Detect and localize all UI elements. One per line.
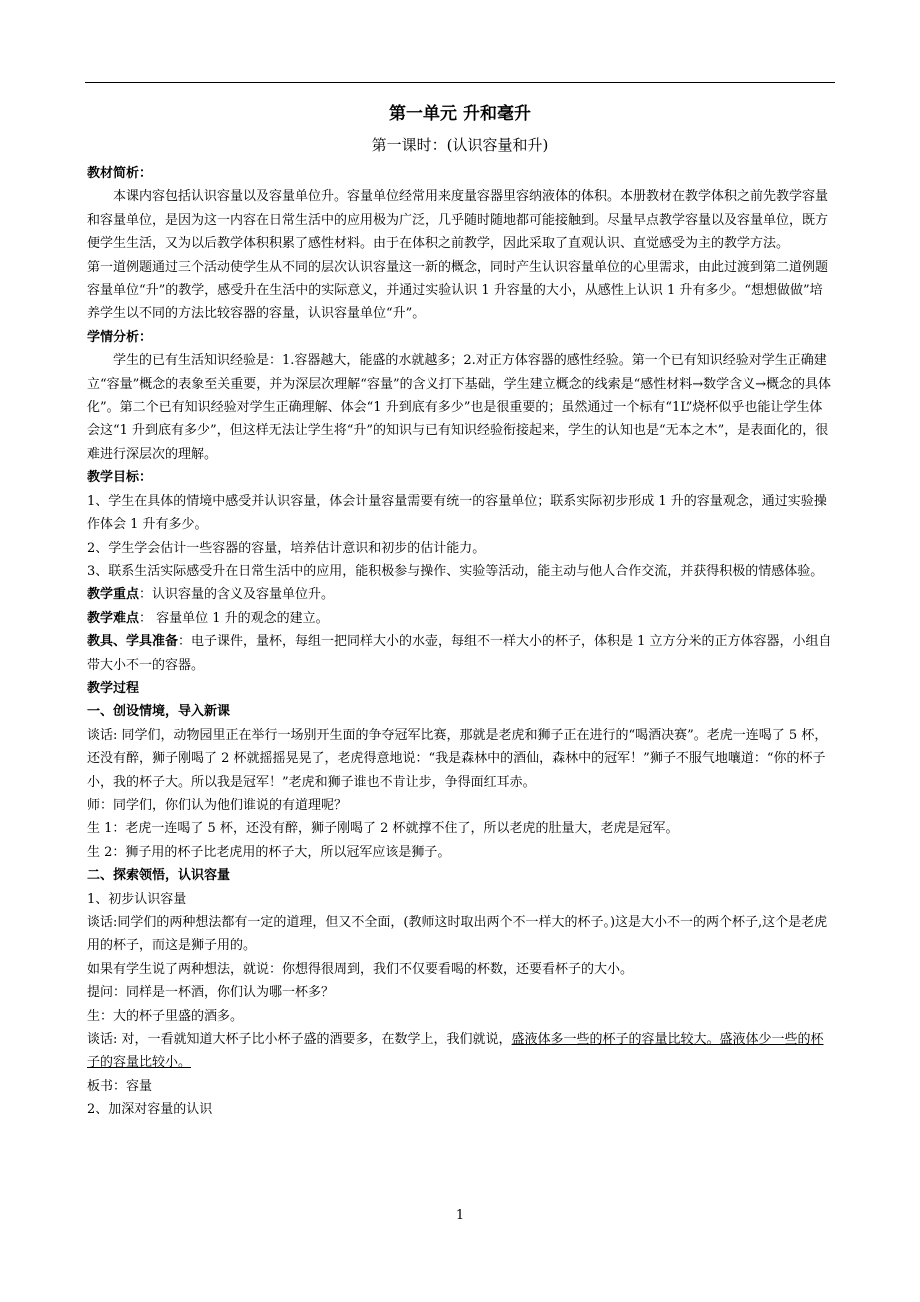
key-point-text: ：认识容量的含义及容量单位升。 xyxy=(139,587,335,603)
part-2-paragraph-6: 板书：容量 xyxy=(87,1078,153,1094)
part-2-subheading-2: 2、加深对容量的认识 xyxy=(87,1102,213,1118)
part-2-paragraph-3: 提问：同样是一杯酒，你们认为哪一杯多？ xyxy=(87,985,335,1001)
part-2-paragraph-2: 如果有学生说了两种想法，就说：你想得很周到，我们不仅要看喝的杯数，还要看杯子的大小。 xyxy=(87,961,634,977)
lesson-subtitle: 第一课时：(认识容量和升) xyxy=(371,136,549,154)
page-title: 第一单元 升和毫升 xyxy=(389,104,531,124)
learner-analysis-heading: 学情分析： xyxy=(87,329,153,345)
part-2-paragraph-4: 生：大的杯子里盛的酒多。 xyxy=(87,1008,244,1024)
part-1-paragraph-3: 生 1：老虎一连喝了 5 杯，还没有醉，狮子刚喝了 2 杯就撑不住了，所以老虎的肚量大，老虎是冠军。 xyxy=(87,821,679,837)
part-1-paragraph-4: 生 2：狮子用的杯子比老虎用的杯子大，所以冠军应该是狮子。 xyxy=(87,844,451,860)
part-2-paragraph-1: 谈话:同学们的两种想法都有一定的道理，但又不全面，(教师这时取出两个不一样大的杯子。)这是大小不一的两个杯子,这个是老虎用的杯子，而这是狮子用的。 xyxy=(87,915,828,954)
goal-item-3: 3、联系生活实际感受升在日常生活中的应用，能积极参与操作、实验等活动，能主动与他人合作交流，并获得积极的情感体验。 xyxy=(87,563,824,579)
textbook-paragraph-2: 第一道例题通过三个活动使学生从不同的层次认识容量这一新的概念，同时产生认识容量单位的心里需求，由此过渡到第二道例题容量单位“升”的教学，感受升在生活中的实际意义，并通过实验认识 1 升容量的大小，从感性上认识 1 升有多少。“想想做做”培养学生以不同的方法比较容器的容量，认识容量单位“升”。 xyxy=(87,259,829,322)
part-2-heading: 二、探索领悟，认识容量 xyxy=(87,868,231,884)
difficulty-text: ： 容量单位 1 升的观念的建立。 xyxy=(139,610,329,626)
part-1-paragraph-1: 谈话: 同学们，动物园里正在举行一场别开生面的争夺冠军比赛，那就是老虎和狮子正在进行的“喝酒决赛”。老虎一连喝了 5 杯，还没有醉，狮子刚喝了 2 杯就摇摇晃晃了，老虎得意地说：“我是森林中的酒仙，森林中的冠军！”狮子不服气地嚷道：“你的杯子小，我的杯子大。所以我是冠军！”老虎和狮子谁也不肯让步，争得面红耳赤。 xyxy=(87,727,828,790)
difficulty-label: 教学难点 xyxy=(87,610,140,626)
key-point-label: 教学重点 xyxy=(87,587,140,603)
part-2-subheading-1: 1、初步认识容量 xyxy=(87,891,187,907)
preparation-line xyxy=(87,630,833,677)
textbook-analysis-heading: 教材简析： xyxy=(87,166,153,181)
preparation-text: ：电子课件，量杯，每组一把同样大小的水壶，每组不一样大小的杯子，体积是 1 立方分米的正方体容器，小组自带大小不一的容器。 xyxy=(87,634,832,673)
document-body xyxy=(87,100,833,1122)
header-rule xyxy=(85,82,835,83)
part-2-paragraph-5 xyxy=(87,1028,833,1075)
part-1-heading: 一、创设情境，导入新课 xyxy=(87,704,231,720)
teaching-process-heading: 教学过程 xyxy=(87,680,140,696)
part-2-paragraph-5-underlined: 盛液体多一些的杯子的容量比较大。盛液体少一些的杯子的容量比较小。 xyxy=(87,1032,824,1071)
learner-paragraph: 学生的已有生活知识经验是：1.容器越大，能盛的水就越多；2.对正方体容器的感性经验。第一个已有知识经验对学生正确建立“容量”概念的表象至关重要，并为深层次理解“容量”的含义打下基础，学生建立概念的线索是“感性材料→数学含义→概念的具体化”。第二个已有知识经验对学生正确理解、体会“1 升到底有多少”也是很重要的；虽然通过一个标有“1L”烧杯似乎也能让学生体会这“1 升到底有多少”，但这样无法让学生将“升”的知识与已有知识经验衔接起来，学生的认知也是“无本之木”，是表面化的，很难进行深层次的理解。 xyxy=(87,353,832,462)
textbook-paragraph-1: 本课内容包括认识容量以及容量单位升。容量单位经常用来度量容器里容纳液体的体积。本册教材在教学体积之前先教学容量和容量单位，是因为这一内容在日常生活中的应用极为广泛，几乎随时随地都可能接触到。尽量早点教学容量以及容量单位，既方便学生生活，又为以后教学体积积累了感性材料。由于在体积之前教学，因此采取了直观认识、直觉感受为主的教学方法。 xyxy=(87,189,829,252)
preparation-label: 教具、学具准备 xyxy=(87,634,179,650)
difficulty-line xyxy=(87,607,833,630)
teaching-goals-heading: 教学目标： xyxy=(87,470,153,486)
key-point-line xyxy=(87,583,833,606)
part-2-paragraph-5-plain: 谈话: 对，一看就知道大杯子比小杯子盛的酒要多，在数学上，我们就说， xyxy=(87,1032,512,1048)
part-1-paragraph-2: 师：同学们，你们认为他们谁说的有道理呢？ xyxy=(87,797,348,813)
page-number: 1 xyxy=(455,1208,465,1223)
goal-item-2: 2、学生学会估计一些容器的容量，培养估计意识和初步的估计能力。 xyxy=(87,540,486,556)
goal-item-1: 1、学生在具体的情境中感受并认识容量，体会计量容量需要有统一的容量单位；联系实际初步形成 1 升的容量观念，通过实验操作体会 1 升有多少。 xyxy=(87,493,827,533)
